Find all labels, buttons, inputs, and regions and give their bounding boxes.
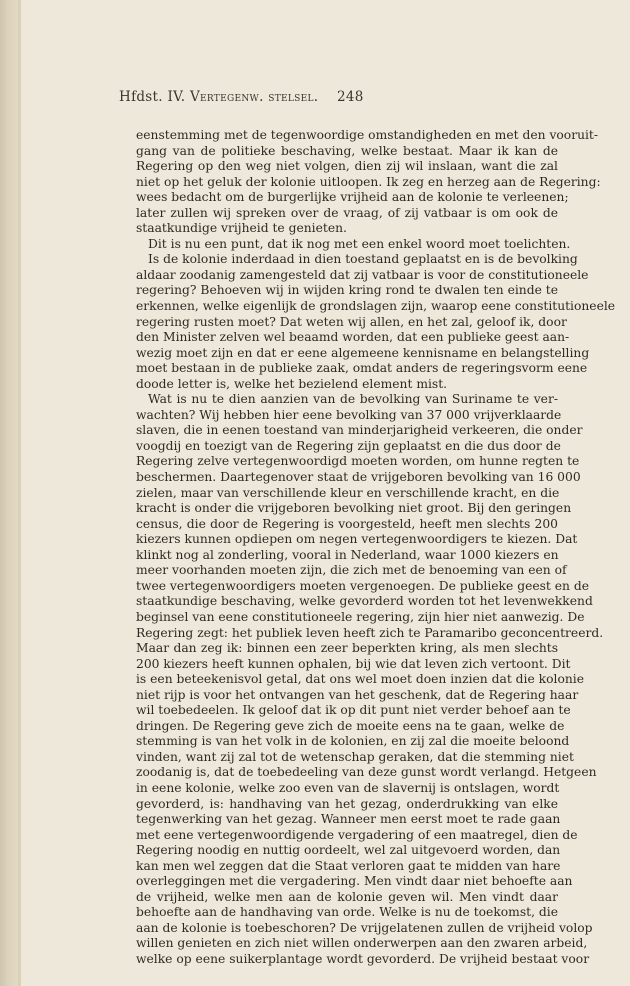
text-line: gang van de politieke beschaving, welke bestaat. Maar ik kan de (136, 143, 558, 158)
running-header (119, 89, 364, 105)
text-line: stemming is van het volk in de kolonien, en zij zal die moeite beloond (136, 734, 570, 749)
text-line: staatkundige vrijheid te genieten. (136, 221, 347, 236)
text-line: overleggingen met die vergadering. Men vindt daar niet behoefte aan (136, 874, 573, 889)
text-line: willen genieten en zich niet willen onderwerpen aan den zwaren arbeid, (136, 936, 588, 951)
text-line: beginsel van eene constitutioneele regering, zijn hier niet aanwezig. De (136, 609, 585, 624)
body-text (136, 128, 616, 968)
text-line: dringen. De Regering geve zich de moeite eens na te gaan, welke de (136, 718, 565, 733)
text-line: wezig moet zijn en dat er eene algemeene kennisname en belangstelling (136, 345, 590, 360)
chapter-label: Hfdst. IV. (119, 89, 186, 105)
text-line: Regering noodig en nuttig oordeelt, wel zal uitgevoerd worden, dan (136, 843, 561, 858)
text-line: zielen, maar van verschillende kleur en verschillende kracht, en die (136, 485, 560, 500)
text-line: zoodanig is, dat de toebedeeling van deze gunst wordt verlangd. Hetgeen (136, 765, 597, 780)
book-spine-shadow (0, 0, 20, 986)
text-line: met eene vertegenwoordigende vergadering of een maatregel, dien de (136, 827, 578, 842)
text-line: Regering op den weg niet volgen, dien zij wil inslaan, want die zal (136, 159, 558, 174)
text-line: staatkundige beschaving, welke gevorderd worden tot het levenwekkend (136, 594, 593, 609)
text-line: klinkt nog al zonderling, vooral in Nederland, waar 1000 kiezers en (136, 547, 559, 562)
text-line: 200 kiezers heeft kunnen ophalen, bij wie dat leven zich vertoont. Dit (136, 656, 571, 671)
text-line: behoefte aan de handhaving van orde. Welke is nu de toekomst, die (136, 905, 558, 920)
text-line: census, die door de Regering is voorgesteld, heeft men slechts 200 (136, 516, 558, 531)
text-line: beschermen. Daartegenover staat de vrijgeboren bevolking van 16 000 (136, 470, 581, 485)
text-line: doode letter is, welke het bezielend element mist. (136, 376, 448, 391)
text-line: is een beteekenisvol getal, dat ons wel moet doen inzien dat die kolonie (136, 672, 584, 687)
text-line: Is de kolonie inderdaad in dien toestand geplaatst en is de bevolking (148, 252, 578, 267)
text-line: de vrijheid, welke men aan de kolonie geven wil. Men vindt daar (136, 889, 558, 904)
text-line: in eene kolonie, welke zoo even van de slavernij is ontslagen, wordt (136, 780, 560, 795)
text-line: wil toebedeelen. Ik geloof dat ik op dit punt niet verder behoef aan te (136, 703, 571, 718)
text-line: eenstemming met de tegenwoordige omstandigheden en met den vooruit- (136, 128, 599, 142)
text-line: wachten? Wij hebben hier eene bevolking van 37 000 vrijverklaarde (136, 407, 562, 422)
text-line: regering? Behoeven wij in wijden kring rond te dwalen ten einde te (136, 283, 558, 298)
text-line: Regering zelve vertegenwoordigd moeten worden, om hunne regten te (136, 454, 580, 469)
text-line: later zullen wij spreken over de vraag, of zij vatbaar is om ook de (136, 205, 558, 220)
text-line: kiezers kunnen opdiepen om negen vertegenwoordigers te kiezen. Dat (136, 532, 578, 547)
text-line: voogdij en toezigt van de Regering zijn geplaatst en die dus door de (136, 438, 561, 453)
text-line: den Minister zelven wel beaamd worden, dat een publieke geest aan- (136, 330, 570, 345)
text-line: regering rusten moet? Dat weten wij allen, en het zal, geloof ik, door (136, 314, 567, 329)
text-line: slaven, die in eenen toestand van minderjarigheid verkeeren, die onder (136, 423, 583, 438)
text-line: kracht is onder die vrijgeboren bevolking niet groot. Bij den geringen (136, 501, 572, 516)
text-line: Maar dan zeg ik: binnen een zeer beperkten kring, als men slechts (136, 641, 558, 656)
section-label: Vertegenw. stelsel. (189, 89, 319, 105)
page-number: 248 (336, 89, 364, 105)
text-line: Dit is nu een punt, dat ik nog met een enkel woord moet toelichten. (148, 236, 571, 251)
text-line: aan de kolonie is toebeschoren? De vrijgelatenen zullen de vrijheid volop (136, 920, 593, 935)
text-line: Wat is nu te dien aanzien van de bevolking van Suriname te ver- (148, 392, 558, 407)
text-line: welke op eene suikerplantage wordt gevorderd. De vrijheid bestaat voor (136, 951, 590, 966)
text-line: wees bedacht om de burgerlijke vrijheid aan de kolonie te verleenen; (136, 190, 569, 205)
text-line: twee vertegenwoordigers moeten vergenoegen. De publieke geest en de (136, 578, 590, 593)
text-line: niet op het geluk der kolonie uitloopen. Ik zeg en herzeg aan de Regering: (136, 174, 601, 189)
text-line: Regering zegt: het publiek leven heeft zich te Paramaribo geconcentreerd. (136, 625, 604, 640)
text-line: gevorderd, is: handhaving van het gezag, onderdrukking van elke (136, 796, 558, 811)
text-line: tegenwerking van het gezag. Wanneer men eerst moet te rade gaan (136, 812, 561, 827)
text-line: niet rijp is voor het ontvangen van het geschenk, dat de Regering haar (136, 687, 579, 702)
text-line: vinden, want zij zal tot de wetenschap geraken, dat die stemming niet (136, 749, 574, 764)
text-line: aldaar zoodanig zamengesteld dat zij vatbaar is voor de constitutioneele (136, 267, 589, 282)
text-line: meer voorhanden moeten zijn, die zich met de benoeming van een of (136, 563, 567, 578)
text-line: moet bestaan in de publieke zaak, omdat anders de regeringsvorm eene (136, 361, 588, 376)
text-line: kan men wel zeggen dat die Staat verloren gaat te midden van hare (136, 858, 561, 873)
text-line: erkennen, welke eigenlijk de grondslagen zijn, waarop eene constitutioneele (136, 299, 616, 314)
